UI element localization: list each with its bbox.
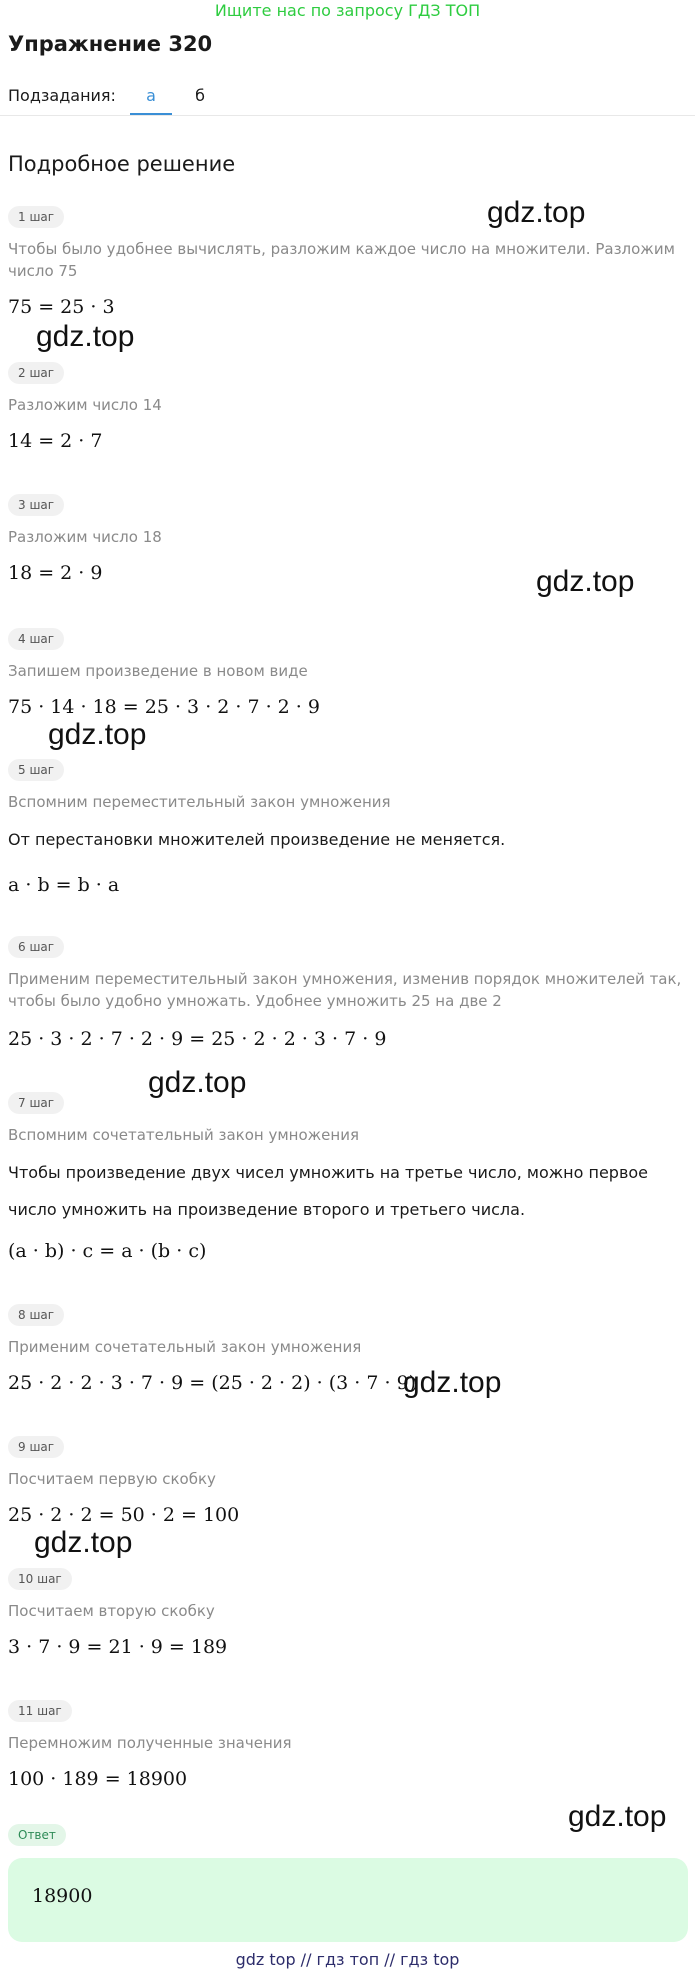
watermark: gdz.top (536, 565, 635, 598)
step-text: Посчитаем вторую скобку (8, 1602, 215, 1620)
step-text: Применим переместительный закон умножения, изменив порядок множителей так, (8, 970, 682, 988)
step-math: 75 = 25 · 3 (8, 296, 115, 318)
section-title: Подробное решение (8, 152, 236, 176)
divider (0, 115, 695, 116)
step-text: Посчитаем первую скобку (8, 1470, 216, 1488)
step-badge: 7 шаг (8, 1092, 64, 1114)
subtask-tab-a[interactable]: а (146, 86, 156, 105)
step-math: 100 · 189 = 18900 (8, 1768, 188, 1790)
watermark: gdz.top (568, 1800, 667, 1833)
step-math: 25 · 2 · 2 · 3 · 7 · 9 = (25 · 2 · 2) · (3 · 7 · 9) (8, 1372, 417, 1394)
step-text: Разложим число 14 (8, 396, 162, 414)
search-banner: Ищите нас по запросу ГДЗ ТОП (214, 1, 481, 20)
watermark: gdz.top (48, 718, 147, 751)
step-badge: 11 шаг (8, 1700, 72, 1722)
watermark: gdz.top (148, 1066, 247, 1099)
rule-text: Чтобы произведение двух чисел умножить на третье число, можно первое (8, 1163, 649, 1182)
step-badge: 10 шаг (8, 1568, 72, 1590)
subtasks-label: Подзадания: (8, 86, 116, 105)
step-text: Чтобы было удобнее вычислять, разложим каждое число на множители. Разложим (8, 240, 675, 258)
step-text: чтобы было удобно умножать. Удобнее умножить 25 на две 2 (8, 992, 502, 1010)
step-math: 14 = 2 · 7 (8, 430, 103, 452)
step-math: 18 = 2 · 9 (8, 562, 103, 584)
watermark: gdz.top (36, 320, 135, 353)
watermark: gdz.top (34, 1526, 133, 1559)
step-text: Разложим число 18 (8, 528, 162, 546)
answer-box (8, 1858, 688, 1942)
step-badge: 3 шаг (8, 494, 64, 516)
step-math: (a · b) · c = a · (b · c) (8, 1240, 207, 1262)
rule-text: число умножить на произведение второго и третьего числа. (8, 1200, 526, 1219)
subtask-tab-b[interactable]: б (195, 86, 205, 105)
page-title: Упражнение 320 (8, 32, 213, 56)
step-text: число 75 (8, 262, 78, 280)
footer-links[interactable]: gdz top // гдз топ // гдз top (235, 1950, 460, 1969)
step-badge: 6 шаг (8, 936, 64, 958)
watermark: gdz.top (487, 196, 586, 229)
step-math: a · b = b · a (8, 874, 120, 896)
step-math: 25 · 3 · 2 · 7 · 2 · 9 = 25 · 2 · 2 · 3 · 7 · 9 (8, 1028, 387, 1050)
step-text: Перемножим полученные значения (8, 1734, 292, 1752)
step-math: 3 · 7 · 9 = 21 · 9 = 189 (8, 1636, 228, 1658)
step-badge: 2 шаг (8, 362, 64, 384)
watermark: gdz.top (403, 1366, 502, 1399)
answer-value: 18900 (32, 1885, 93, 1907)
step-badge: 9 шаг (8, 1436, 64, 1458)
step-math: 25 · 2 · 2 = 50 · 2 = 100 (8, 1504, 240, 1526)
step-text: Вспомним переместительный закон умножения (8, 793, 391, 811)
step-badge: 4 шаг (8, 628, 64, 650)
step-text: Применим сочетательный закон умножения (8, 1338, 362, 1356)
step-badge: 1 шаг (8, 206, 64, 228)
step-text: Вспомним сочетательный закон умножения (8, 1126, 359, 1144)
rule-text: От перестановки множителей произведение не меняется. (8, 830, 506, 849)
step-text: Запишем произведение в новом виде (8, 662, 308, 680)
answer-badge: Ответ (8, 1824, 66, 1846)
step-badge: 5 шаг (8, 759, 64, 781)
step-math: 75 · 14 · 18 = 25 · 3 · 2 · 7 · 2 · 9 (8, 696, 320, 718)
step-badge: 8 шаг (8, 1304, 64, 1326)
